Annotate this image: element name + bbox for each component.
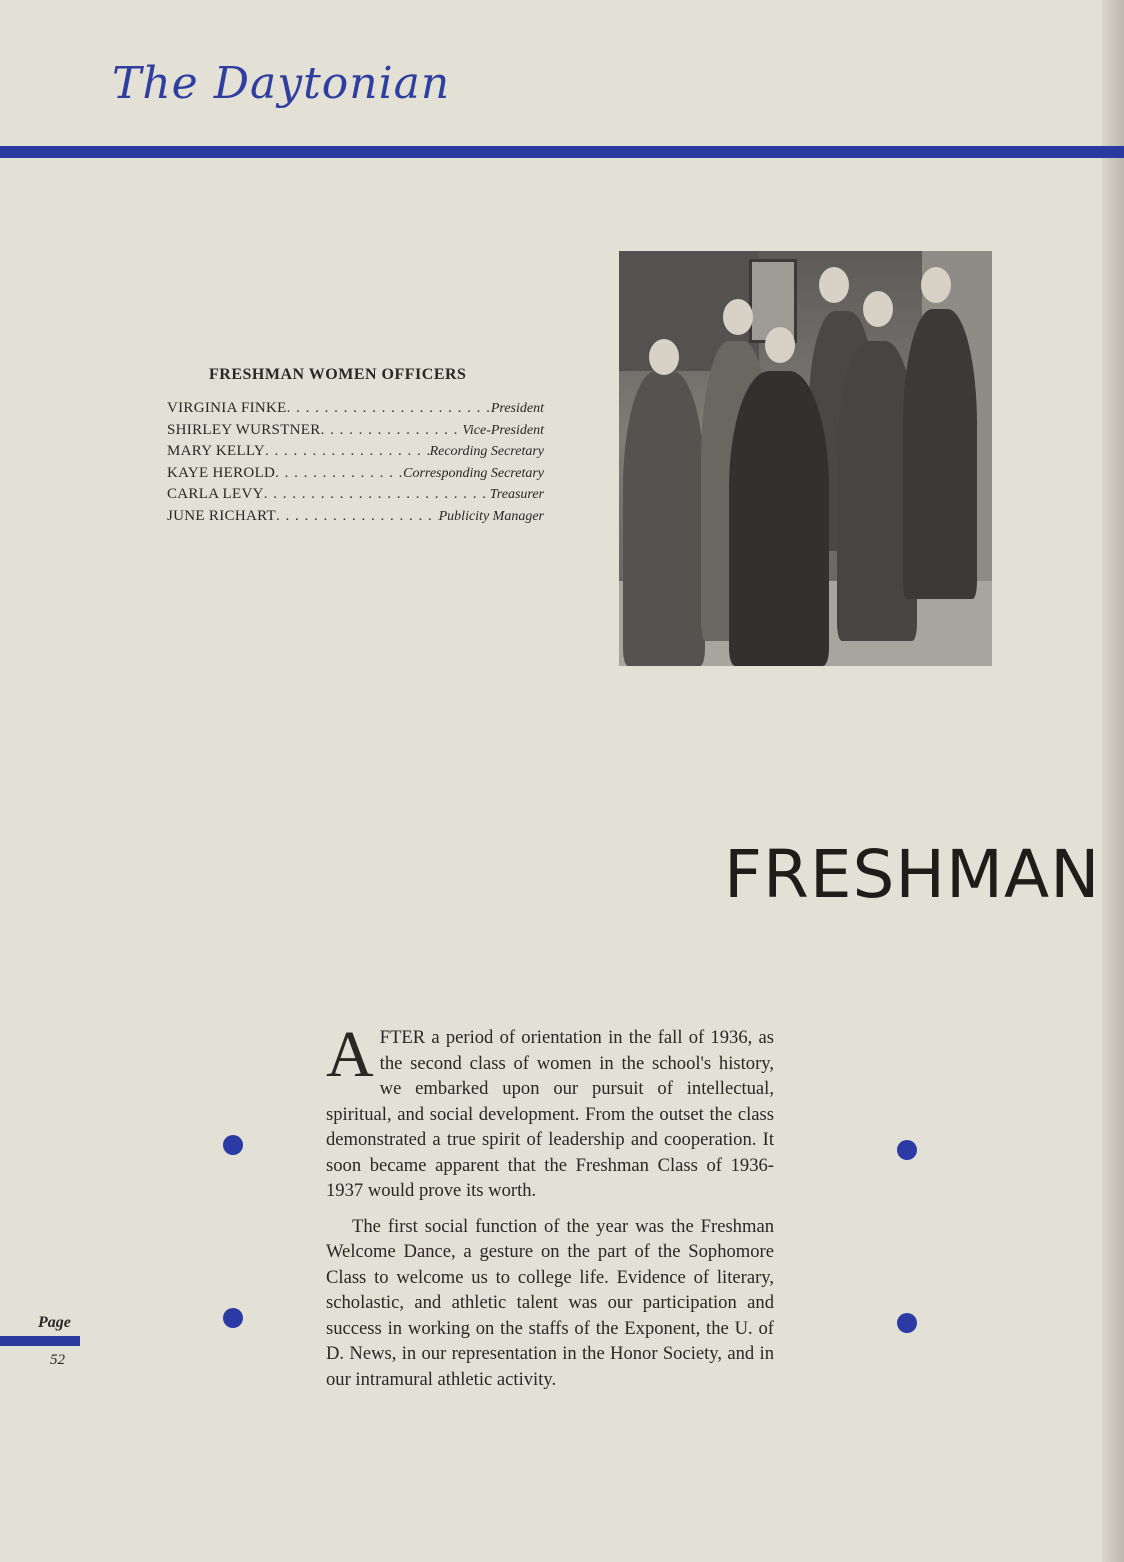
photo-figure: [729, 371, 829, 666]
officer-row: [167, 506, 544, 528]
photo-head: [723, 299, 753, 335]
officer-row: [167, 484, 544, 506]
page-number: 52: [50, 1352, 65, 1368]
leader-dots: [265, 441, 430, 463]
officer-row: [167, 463, 544, 485]
photo-head: [765, 327, 795, 363]
photo-head: [863, 291, 893, 327]
leader-dots: [275, 463, 403, 485]
officer-row: [167, 420, 544, 442]
officer-role: Corresponding Secretary: [403, 465, 544, 481]
leader-dots: [264, 484, 490, 506]
bullet-dot-icon: [223, 1308, 243, 1328]
page-bar: [0, 1336, 80, 1346]
header-rule: [0, 146, 1124, 158]
officer-row: [167, 441, 544, 463]
officer-name: KAYE HEROLD: [167, 464, 276, 481]
officers-list: [167, 366, 544, 527]
photo-head: [649, 339, 679, 375]
photo-figure: [623, 371, 705, 666]
officer-name: CARLA LEVY: [167, 486, 264, 502]
section-title: FRESHMAN: [724, 836, 1101, 913]
masthead: The Daytonian: [112, 58, 451, 109]
officer-name: VIRGINIA FINKE: [167, 400, 287, 416]
officer-row: [167, 398, 544, 420]
page-label: Page: [38, 1314, 71, 1331]
photo-figure: [903, 309, 977, 599]
officer-role: Treasurer: [489, 487, 544, 502]
leader-dots: [287, 398, 491, 420]
officer-role: Recording Secretary: [429, 444, 544, 459]
officer-name: SHIRLEY WURSTNER: [167, 421, 321, 438]
paragraph-text: FTER a period of orientation in the fall of 1936, as the second class of women in the school's history, we embarked upon our pursuit of intellectual, spiritual, and social development. From the outset the class demonstrated a true spirit of leadership and cooperation. It soon became apparent that the Freshman Class of 1936-1937 would prove its worth.: [326, 1027, 774, 1201]
leader-dots: [321, 420, 463, 442]
drop-cap: A: [326, 1018, 374, 1091]
officer-role: Vice-President: [462, 422, 544, 438]
photo-head: [921, 267, 951, 303]
article-paragraph: The first social function of the year was the Freshman Welcome Dance, a gesture on the part of the Sophomore Class to welcome us to college life. Evidence of literary, scholastic, and athletic talent was our participation and success in working on the staffs of the Exponent, the U. of D. News, in our representation in the Honor Society, and in our intramural athletic activity.: [326, 1215, 774, 1390]
bullet-dot-icon: [897, 1313, 917, 1333]
photo-head: [819, 267, 849, 303]
bullet-dot-icon: [897, 1140, 917, 1160]
bullet-dot-icon: [223, 1135, 243, 1155]
article-paragraph: [326, 1018, 774, 1204]
group-photo: [619, 251, 992, 666]
officer-role: President: [490, 401, 544, 416]
officers-heading: FRESHMAN WOMEN OFFICERS: [209, 366, 467, 383]
article-body: [326, 1018, 774, 1392]
leader-dots: [276, 506, 439, 528]
officer-name: JUNE RICHART: [167, 507, 276, 524]
page-edge-shadow: [1102, 0, 1124, 1562]
officer-name: MARY KELLY: [167, 443, 266, 459]
officer-role: Publicity Manager: [438, 508, 544, 524]
